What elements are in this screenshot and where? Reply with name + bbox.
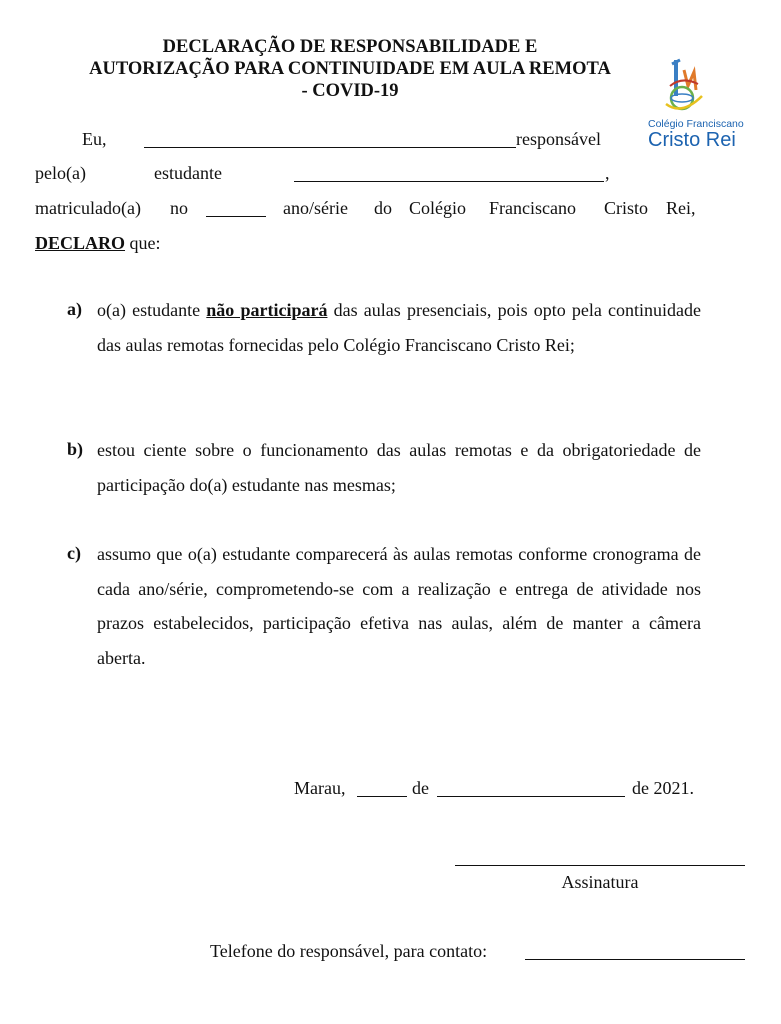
item-b-text: estou ciente sobre o funcionamento das aulas remotas e da obrigatoriedade de participação do(a) estudante nas mesmas; [97, 440, 701, 495]
intro-comma: , [605, 163, 610, 183]
item-a-pre: o(a) estudante [97, 300, 201, 320]
logo-emblem-icon [636, 56, 716, 118]
intro-que: que: [129, 233, 161, 253]
title-line-2: AUTORIZAÇÃO PARA CONTINUIDADE EM AULA REMOTA [89, 59, 611, 79]
intro-franciscano: Franciscano [489, 198, 576, 218]
item-c-label: c) [67, 543, 81, 563]
item-a-post: das aulas presenciais, pois opto pela continuidade das aulas remotas fornecidas pelo Colégio Franciscano Cristo Rei; [97, 300, 702, 355]
intro-responsavel: responsável [516, 129, 601, 149]
item-a-emphasis: não participará [206, 300, 328, 320]
phone-label: Telefone do responsável, para contato: [210, 941, 488, 961]
logo-subtitle: Colégio Franciscano [648, 118, 744, 130]
title-line-1: DECLARAÇÃO DE RESPONSABILIDADE E [162, 37, 538, 57]
intro-cristo: Cristo [604, 198, 649, 218]
date-day-field[interactable] [357, 777, 407, 797]
date-city: Marau, [294, 778, 346, 798]
logo-name: Cristo Rei [648, 129, 736, 151]
name-estudante-field[interactable] [294, 162, 604, 182]
phone-field[interactable] [525, 940, 745, 960]
item-a-text [97, 293, 701, 362]
date-year: de 2021. [632, 778, 694, 798]
signature-label: Assinatura [561, 872, 639, 892]
intro-colegio: Colégio [409, 198, 466, 218]
intro-do: do [374, 198, 392, 218]
intro-anoserie: ano/série [283, 198, 348, 218]
name-responsavel-field[interactable] [144, 128, 516, 148]
declaro-keyword: DECLARO [35, 233, 126, 253]
date-month-field[interactable] [437, 777, 625, 797]
school-logo [636, 56, 746, 156]
ano-serie-field[interactable] [206, 197, 266, 217]
intro-rei: Rei, [666, 198, 696, 218]
intro-no: no [170, 198, 188, 218]
intro-estudante: estudante [154, 163, 222, 183]
intro-eu: Eu, [82, 129, 107, 149]
intro-line-4 [35, 232, 161, 254]
item-c-text: assumo que o(a) estudante comparecerá às aulas remotas conforme cronograma de cada ano/série, comprometendo-se com a realização e entrega de atividade nos prazos estabelecidos, participação efetiva nas aulas, além de manter a câmera aberta. [97, 544, 701, 668]
document-title [20, 36, 680, 102]
item-a-label: a) [67, 299, 82, 319]
date-de-1: de [412, 778, 429, 798]
intro-pelo: pelo(a) [35, 163, 86, 183]
signature-line[interactable] [455, 848, 745, 866]
intro-line-1 [82, 128, 107, 150]
title-line-3: - COVID-19 [301, 81, 399, 101]
item-b-label: b) [67, 439, 84, 459]
intro-matriculado: matriculado(a) [35, 198, 141, 218]
